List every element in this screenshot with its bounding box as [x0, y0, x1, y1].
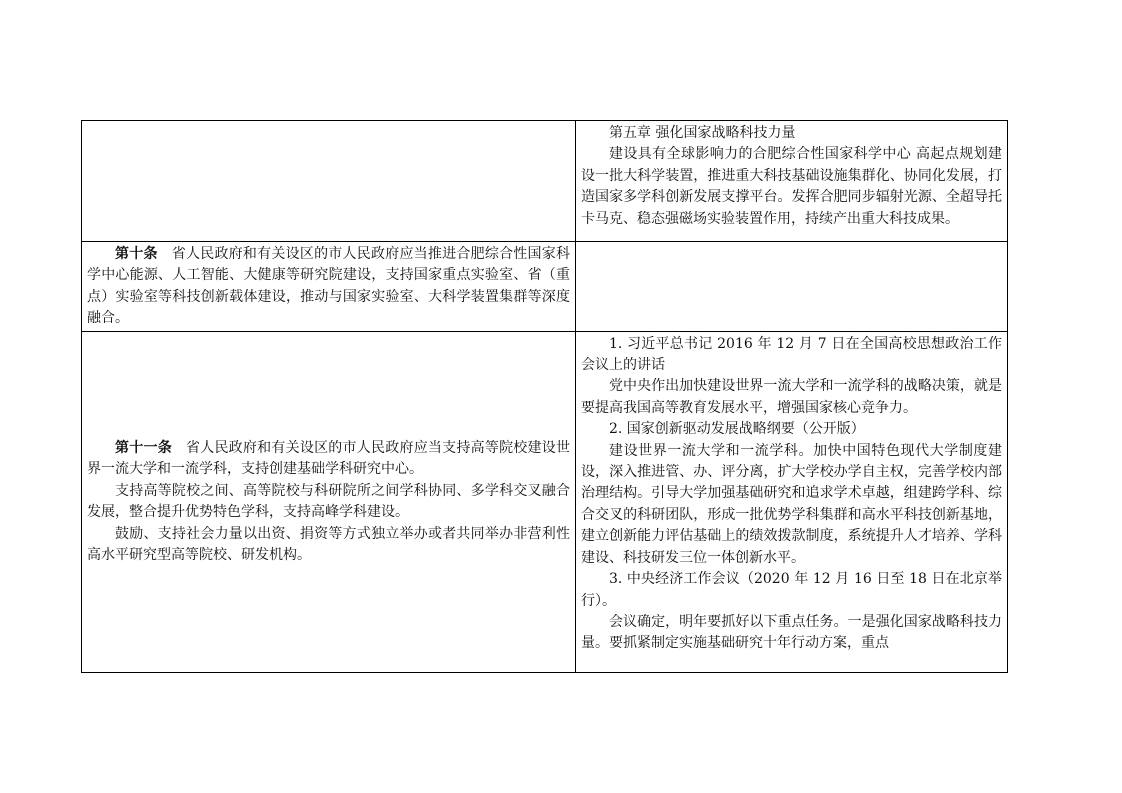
right-cell-chapter-five: [576, 121, 1008, 242]
left-cell-article-ten: [82, 242, 576, 332]
right-cell-references: [576, 331, 1008, 672]
reference-2-title: 2. 国家创新驱动发展战略纲要（公开版）: [609, 421, 865, 438]
table-row: [82, 331, 1008, 672]
reference-1-title: 1. 习近平总书记 2016 年 12 月 7 日在全国高校思想政治工作会议上的讲话: [581, 335, 1002, 374]
chapter-paragraph: 建设具有全球影响力的合肥综合性国家科学中心 高起点规划建设一批大科学装置，推进重大科技基础设施集群化、协同化发展，打造国家多学科创新发展支撑平台。发挥合肥同步辐射光源、全超导托卡马克、稳态强磁场实验装置作用，持续产出重大科技成果。: [581, 146, 1002, 227]
chapter-heading: 第五章 强化国家战略科技力量: [609, 125, 796, 141]
reference-1-text: 党中央作出加快建设世界一流大学和一流学科的战略决策，就是要提高我国高等教育发展水平，增强国家核心竞争力。: [581, 378, 1002, 416]
article-eleven-paragraph-3: 鼓励、支持社会力量以出资、捐资等方式独立举办或者共同举办非营利性高水平研究型高等院校、研发机构。: [87, 525, 570, 563]
right-cell-empty: [576, 242, 1008, 332]
article-eleven-text: 省人民政府和有关设区的市人民政府应当支持高等院校建设世界一流大学和一流学科，支持创建基础学科研究中心。: [87, 439, 571, 478]
table-row: [82, 242, 1008, 332]
reference-3-title: 3. 中央经济工作会议（2020 年 12 月 16 日至 18 日在北京举行）。: [581, 571, 1002, 609]
reference-3-text: 会议确定，明年要抓好以下重点任务。一是强化国家战略科技力量。要抓紧制定实施基础研究十年行动方案，重点: [581, 613, 1002, 652]
reference-2-text: 建设世界一流大学和一流学科。加快中国特色现代大学制度建设，深入推进管、办、评分离，扩大学校办学自主权，完善学校内部治理结构。引导大学加强基础研究和追求学术卓越，组建跨学科、综合交叉的科研团队，形成一批优势学科集群和高水平科技创新基地，建立创新能力评估基础上的绩效拨款制度，系统提升人才培养、学科建设、科技研发三位一体创新水平。: [581, 442, 1002, 566]
article-ten-text: 省人民政府和有关设区的市人民政府应当推进合肥综合性国家科学中心能源、人工智能、大健康等研究院建设，支持国家重点实验室、省（重点）实验室等科技创新载体建设，推动与国家实验室、大科学装置集群等深度融合。: [87, 246, 570, 327]
article-ten-label: 第十条: [115, 246, 158, 262]
article-eleven-paragraph: [87, 438, 570, 481]
left-cell-empty: [82, 121, 576, 242]
article-ten-paragraph: [87, 244, 570, 330]
left-cell-article-eleven: [82, 331, 576, 672]
article-eleven-label: 第十一条: [115, 439, 172, 456]
comparison-table: [81, 120, 1008, 673]
table-row: [82, 121, 1008, 242]
article-eleven-paragraph-2: 支持高等院校之间、高等院校与科研院所之间学科协同、多学科交叉融合发展，整合提升优势特色学科，支持高峰学科建设。: [87, 482, 570, 521]
